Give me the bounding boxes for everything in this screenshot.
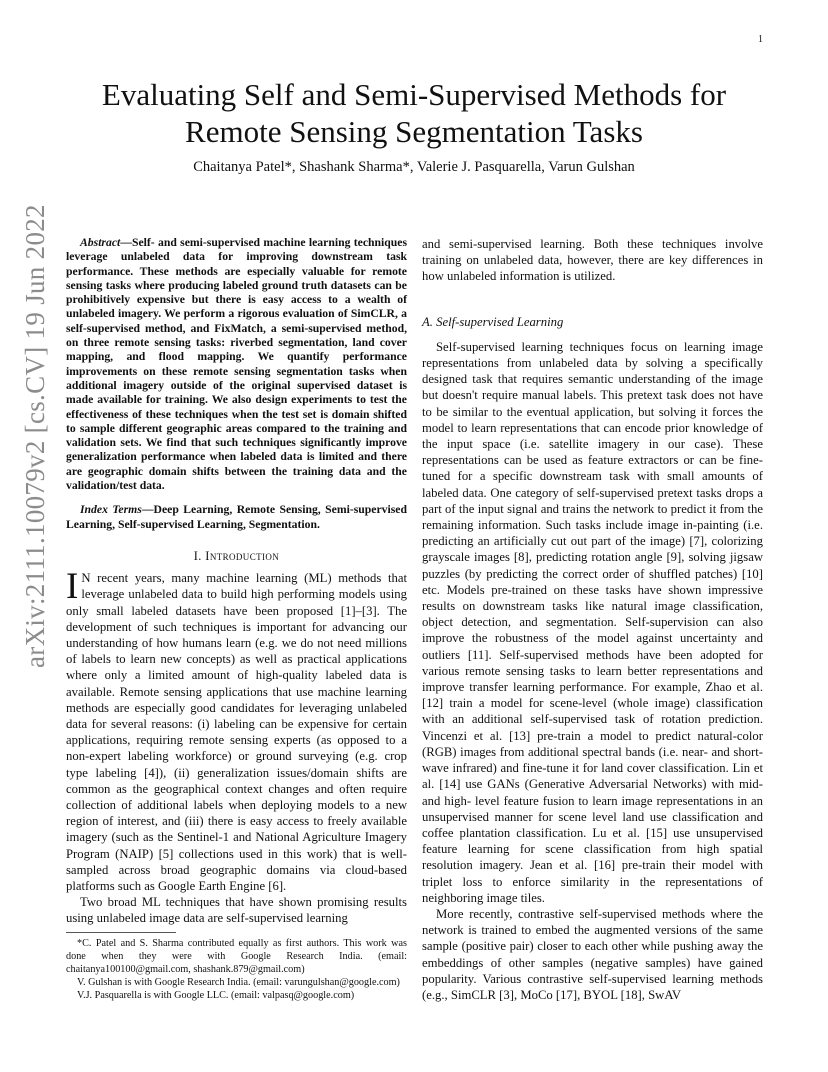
index-terms-label: Index Terms	[80, 503, 142, 517]
section-heading-introduction: I. Introduction	[193, 548, 280, 563]
abstract-text: —Self- and semi-supervised machine learning techniques leverage unlabeled data for improving downstream task performance. These methods are especially valuable for remote sensing tasks where producing labeled ground truth datasets can be prohibitively expensive but there is easy access to a wealth of unlabeled imagery. We perform a rigorous evaluation of SimCLR, a self-supervised method, and FixMatch, a semi-supervised method, on three remote sensing tasks: riverbed segmentation, land cover mapping, and flood mapping. We quantify performance improvements on these remote sensing segmentation tasks when additional imagery outside of the original supervised dataset is made available for training. We also design experiments to test the effectiveness of these techniques when the test set is domain shifted to sample different geographic areas compared to the training and validation sets. We find that such techniques significantly improve generalization performance when labeled data is limited and there are geographic domain shifts between the training data and the validation/test data.	[66, 236, 407, 493]
footnote-equal-contribution: *C. Patel and S. Sharma contributed equally as first authors. This work was done when they were with Google Research India. (email: chaitanya100100@gmail.com, shashank.879@gmail.com)	[66, 938, 407, 975]
index-terms-text: —Deep Learning, Remote Sensing, Semi-supervised Learning, Self-supervised Learning, Segmentation.	[66, 503, 407, 531]
paper-title	[60, 76, 768, 150]
title-line-2: Remote Sensing Segmentation Tasks	[185, 114, 643, 149]
footnote-separator	[66, 932, 176, 933]
self-supervised-paragraph-2: More recently, contrastive self-supervised methods where the network is trained to embed the augmented versions of the same sample (positive pair) closer to each other while pushing away the embeddings of other samples (negative samples) have gained popularity. Various contrastive self-supervised learning methods (e.g., SimCLR [3], MoCo [17], BYOL [18], SwAV	[422, 906, 763, 1002]
abstract	[66, 236, 407, 493]
left-column	[66, 236, 407, 927]
intro-paragraph-1	[66, 566, 407, 894]
abstract-label: Abstract	[80, 236, 121, 249]
intro-paragraph-2: Two broad ML techniques that have shown promising results using unlabeled image data are self-supervised learning	[66, 895, 407, 926]
self-supervised-paragraph-1: Self-supervised learning techniques focus on learning image representations from unlabeled data by solving a specifically designed task that requires semantic understanding of the image but doesn't require manual labels. This pretext task does not have to be similar to the eventual application, but solving it forces the model to learn representations that can encode prior knowledge of the input space (i.e. satellite imagery in our case). These representations can be used as feature extractors or can be fine-tuned for a specific downstream task with small amounts of labeled data. One category of self-supervised pretext tasks drops a part of the input signal and trains the network to predict it from the remaining information. Such tasks include image in-painting (i.e. predicting an artificially cut out part of the image) [7], colorizing grayscale images [8], predicting rotation angle [9], solving jigsaw puzzles (by predicting the correct order of shuffled patches) [10] etc. Models pre-trained on these tasks have shown impressive results on downstream tasks like natural image classification, object detection, and segmentation. Self-supervision can also improve the robustness of the model against uncertainty and outliers [11]. Self-supervised methods have been adopted for various remote sensing tasks to learn better representations and improve transfer learning performance. For example, Zhao et al. [12] train a model for scene-level (whole image) classification with an additional self-supervised task of rotation prediction. Vincenzi et al. [13] pre-train a model to predict natural-color (RGB) images from additional spectral bands (i.e. near- and short-wave infrared) and fine-tune it for land cover classification. Lin et al. [14] use GANs (Generative Adversarial Networks) with mid- and high- level feature fusion to learn image representations in an unsupervised manner for scene level land use classification and coffee plantation classification. Lu et al. [15] use unsupervised feature learning for scene classification from high spatial resolution imagery. Jean et al. [16] pre-train their model with triplet loss to enforce similarity in the representations of neighboring image tiles.	[422, 339, 763, 905]
footnote-gulshan: V. Gulshan is with Google Research India. (email: varungulshan@google.com)	[77, 977, 400, 988]
right-paragraph-continued: and semi-supervised learning. Both these techniques involve training on unlabeled data, however, there are key differences in how unlabeled information is utilized.	[422, 237, 763, 284]
subsection-heading-self-supervised: A. Self-supervised Learning	[422, 314, 564, 329]
index-terms	[66, 503, 407, 532]
drop-cap: I	[66, 566, 79, 608]
page-number: 1	[758, 34, 763, 45]
title-line-1: Evaluating Self and Semi-Supervised Methods for	[101, 77, 727, 112]
author-list: Chaitanya Patel*, Shashank Sharma*, Valerie J. Pasquarella, Varun Gulshan	[193, 159, 635, 175]
intro-paragraph-1-text: N recent years, many machine learning (ML) methods that leverage unlabeled data to build high performing models using only small labeled datasets have been proposed [1]–[3]. The development of such techniques is important for advancing our understanding of how humans learn (e.g. we do not need millions of labels to learn new concepts) as well as practical applications where only a limited amount of high-quality labeled data is available. Remote sensing applications that use machine learning methods are especially good candidates for leveraging unlabeled data for several reasons: (i) labeling can be expensive for certain applications, requiring remote sensing experts (as opposed to a non-expert labeling workforce) or ground surveying (e.g. crop type labeling [4]), (ii) generalization issues/domain shifts are common as the geographical context changes and often require collection of additional labels when deploying models to a new region of interest, and (iii) there is easy access to freely available imagery (such as the Sentinel-1 and National Agriculture Imagery Program (NAIP) [5] collections used in this work) that is well-sampled across broad geographic domains via cloud-based platforms such as Google Earth Engine [6].	[66, 571, 407, 893]
arxiv-identifier-stamp: arXiv:2111.10079v2 [cs.CV] 19 Jun 2022	[20, 204, 50, 668]
right-column	[422, 236, 763, 1003]
footnotes	[66, 937, 407, 1002]
footnote-pasquarella: V.J. Pasquarella is with Google LLC. (email: valpasq@google.com)	[77, 990, 355, 1001]
